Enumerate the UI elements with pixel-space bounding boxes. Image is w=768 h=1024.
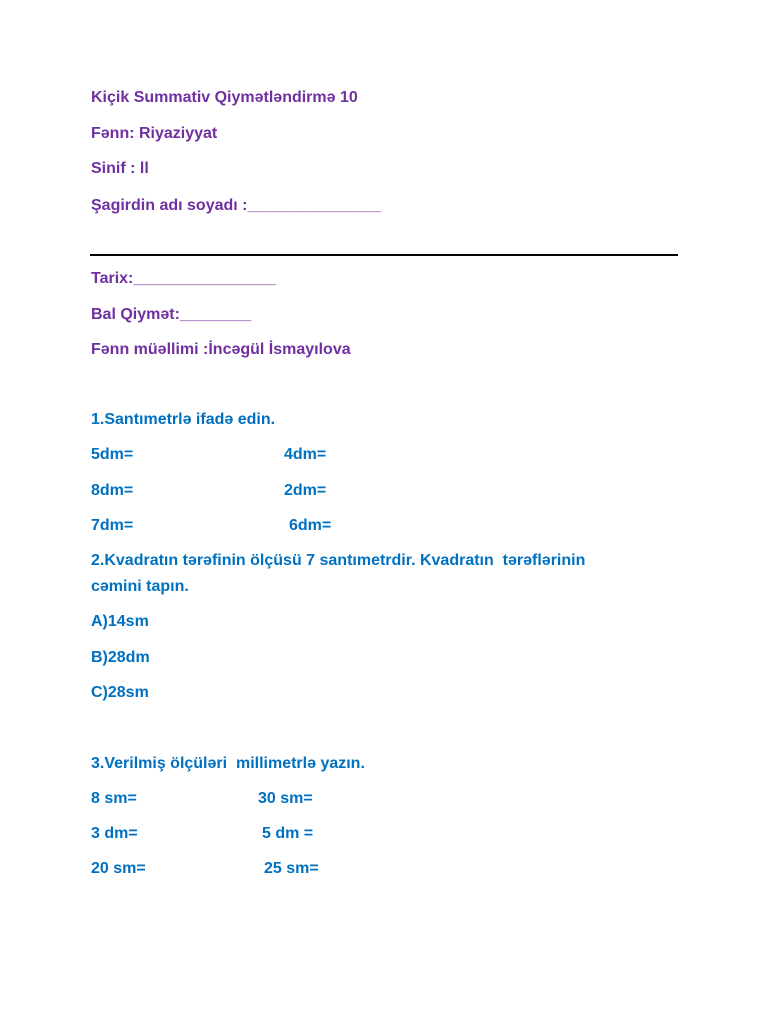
q1-row-3-right: 6dm=: [289, 517, 332, 534]
q2-option-a: A)14sm: [91, 613, 149, 630]
document-title: Kiçik Summativ Qiymətləndirmə 10: [91, 89, 358, 106]
class-line: Sinif : ll: [91, 160, 149, 177]
subject-line: Fənn: Riyaziyyat: [91, 125, 218, 142]
question-3-prompt: 3.Verilmiş ölçüləri millimetrlə yazın.: [91, 755, 365, 772]
q1-row-3-left: 7dm=: [91, 517, 134, 534]
q3-row-3-right: 25 sm=: [264, 860, 319, 877]
q3-row-1-right: 30 sm=: [258, 790, 313, 807]
date-line: Tarix:________________: [91, 270, 276, 287]
grade-line: Bal Qiymət:________: [91, 306, 252, 323]
horizontal-divider: [90, 254, 678, 256]
q2-option-b: B)28dm: [91, 649, 150, 666]
question-2-prompt-line-1: 2.Kvadratın tərəfinin ölçüsü 7 santımetrdir. Kvadratın tərəflərinin: [91, 552, 586, 569]
question-1-prompt: 1.Santımetrlə ifadə edin.: [91, 411, 276, 428]
question-2-prompt-line-2: cəmini tapın.: [91, 578, 189, 595]
q2-option-c: C)28sm: [91, 684, 149, 701]
q1-row-1-left: 5dm=: [91, 446, 134, 463]
q3-row-2-left: 3 dm=: [91, 825, 138, 842]
q3-row-3-left: 20 sm=: [91, 860, 146, 877]
q1-row-1-right: 4dm=: [284, 446, 327, 463]
q1-row-2-right: 2dm=: [284, 482, 327, 499]
q3-row-1-left: 8 sm=: [91, 790, 137, 807]
q1-row-2-left: 8dm=: [91, 482, 134, 499]
teacher-line: Fənn müəllimi :İncəgül İsmayılova: [91, 341, 351, 358]
q3-row-2-right: 5 dm =: [262, 825, 314, 842]
student-name-line: Şagirdin adı soyadı :_______________: [91, 197, 381, 214]
